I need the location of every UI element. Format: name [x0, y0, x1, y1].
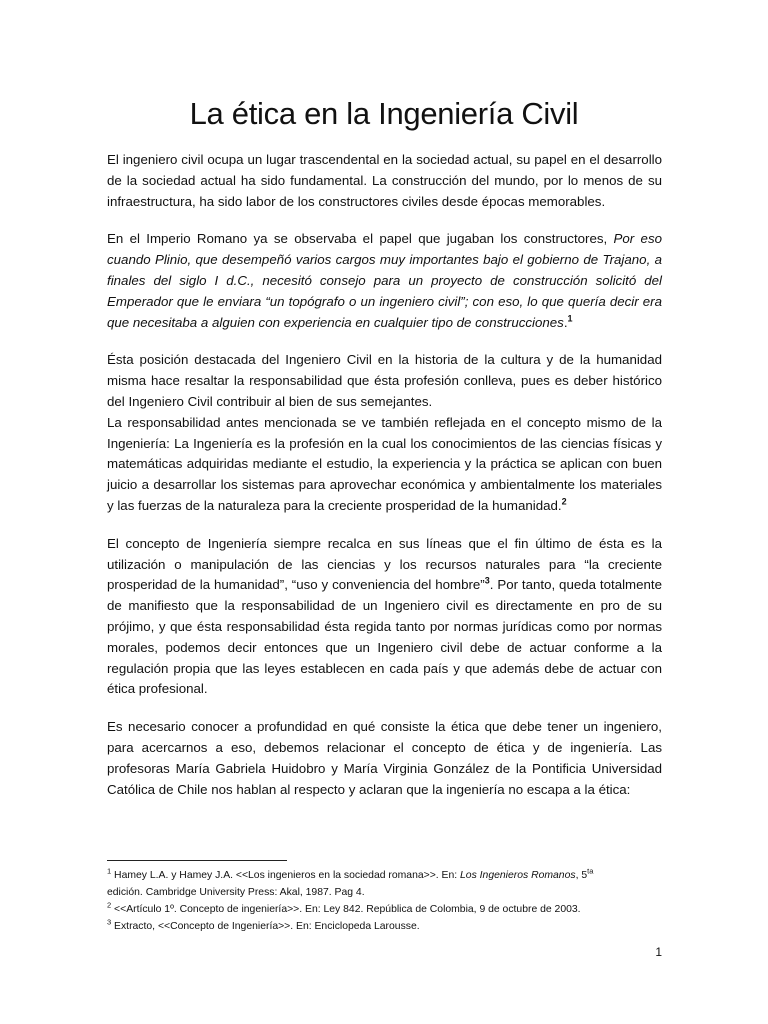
footnote-1-continued: edición. Cambridge University Press: Akal, 1987. Pag 4. [107, 887, 365, 898]
paragraph-5-text-a: El concepto de Ingeniería siempre recalca en sus líneas que el fin último de ésta es la utilización o manipulación de las ciencias y los recursos naturales para “la creciente prosperidad de la humanidad”, “uso y conveniencia del hombre” [107, 535, 662, 593]
page-number: 1 [655, 945, 662, 959]
paragraph-6: Es necesario conocer a profundidad en qué consiste la ética que debe tener un ingeniero, para acercarnos a eso, debemos relacionar el concepto de ética y de ingeniería. Las profesoras María Gabriela Huidobro y María Virginia González de la Pontificia Universidad Católica de Chile nos hablan al respecto y aclaran que la ingeniería no escapa a la ética: [107, 719, 662, 797]
footnote-2 [107, 901, 667, 918]
footnote-1-text: Hamey L.A. y Hamey J.A. <<Los ingenieros en la sociedad romana>>. En: [111, 870, 461, 881]
paragraph-1: El ingeniero civil ocupa un lugar trascendental en la sociedad actual, su papel en el desarrollo de la sociedad actual ha sido fundamental. La construcción del mundo, por lo menos de su infraestructura, ha sido labor de los constructores civiles desde épocas memorables. [107, 152, 662, 209]
footnotes [107, 867, 667, 935]
paragraph-3: Ésta posición destacada del Ingeniero Civil en la historia de la cultura y de la humanidad misma hace resaltar la responsabilidad que ésta profesión conlleva, pues es deber histórico del Ingeniero Civil contribuir al bien de sus semejantes. [107, 352, 662, 409]
document-body [107, 150, 662, 817]
footnote-3-number: 3 [107, 917, 112, 927]
footnote-2-number: 2 [107, 900, 112, 910]
paragraph-2-period: . [563, 314, 568, 330]
paragraph-4-text: La responsabilidad antes mencionada se ve también reflejada en el concepto mismo de la Ingeniería: La Ingeniería es la profesión en la cual los conocimientos de las ciencias físicas y matemáticas adquiridas mediante el estudio, la experiencia y la práctica se aplican con buen juicio a desarrollar los sistemas para aprovechar económica y ambientalmente los materiales y las fuerzas de la naturaleza para la creciente prosperidad de la humanidad. [107, 414, 662, 513]
paragraph-2-quote: Por eso cuando Plinio, que desempeñó varios cargos muy importantes bajo el gobierno de Trajano, a finales del siglo I d.C., necesitó consejo para un proyecto de construcción solicitó del Emperador que le enviara “un topógrafo o un ingeniero civil”; con eso, lo que quería decir era que necesitaba a alguien con experiencia en cualquier tipo de construcciones [107, 231, 662, 330]
footnote-separator [107, 860, 287, 861]
footnote-ref-3[interactable]: 3 [484, 575, 490, 586]
footnote-1-edition: , 5 [575, 870, 588, 881]
paragraph-5 [107, 534, 662, 700]
footnote-ref-2[interactable]: 2 [561, 496, 567, 507]
footnote-3 [107, 918, 667, 935]
footnote-1 [107, 867, 667, 884]
footnote-1-edition-suffix: ta [587, 866, 594, 876]
footnote-ref-1[interactable]: 1 [567, 313, 573, 324]
paragraph-2 [107, 229, 662, 333]
paragraph-4 [107, 413, 662, 517]
paragraph-5-text-b: . Por tanto, queda totalmente de manifiesto que la responsabilidad de un Ingeniero civil es directamente en pro de su prójimo, y que ésta responsabilidad ésta regida tanto por normas jurídicas como por normas morales, podemos decir entonces que un Ingeniero civil debe de actuar conforme a la regulación propia que las leyes establecen en cada país y que además debe de actuar con ética profesional. [107, 577, 662, 697]
paragraph-2-text: En el Imperio Romano ya se observaba el papel que jugaban los constructores, [107, 231, 614, 247]
footnote-3-text: Extracto, <<Concepto de Ingeniería>>. En: Enciclopeda Larousse. [111, 921, 420, 932]
document-title: La ética en la Ingeniería Civil [189, 96, 579, 131]
footnote-1-book-title: Los Ingenieros Romanos [460, 870, 576, 881]
footnote-2-text: <<Artículo 1º. Concepto de ingeniería>>. En: Ley 842. República de Colombia, 9 de octubre de 2003. [111, 904, 581, 915]
footnote-1-number: 1 [107, 866, 112, 876]
